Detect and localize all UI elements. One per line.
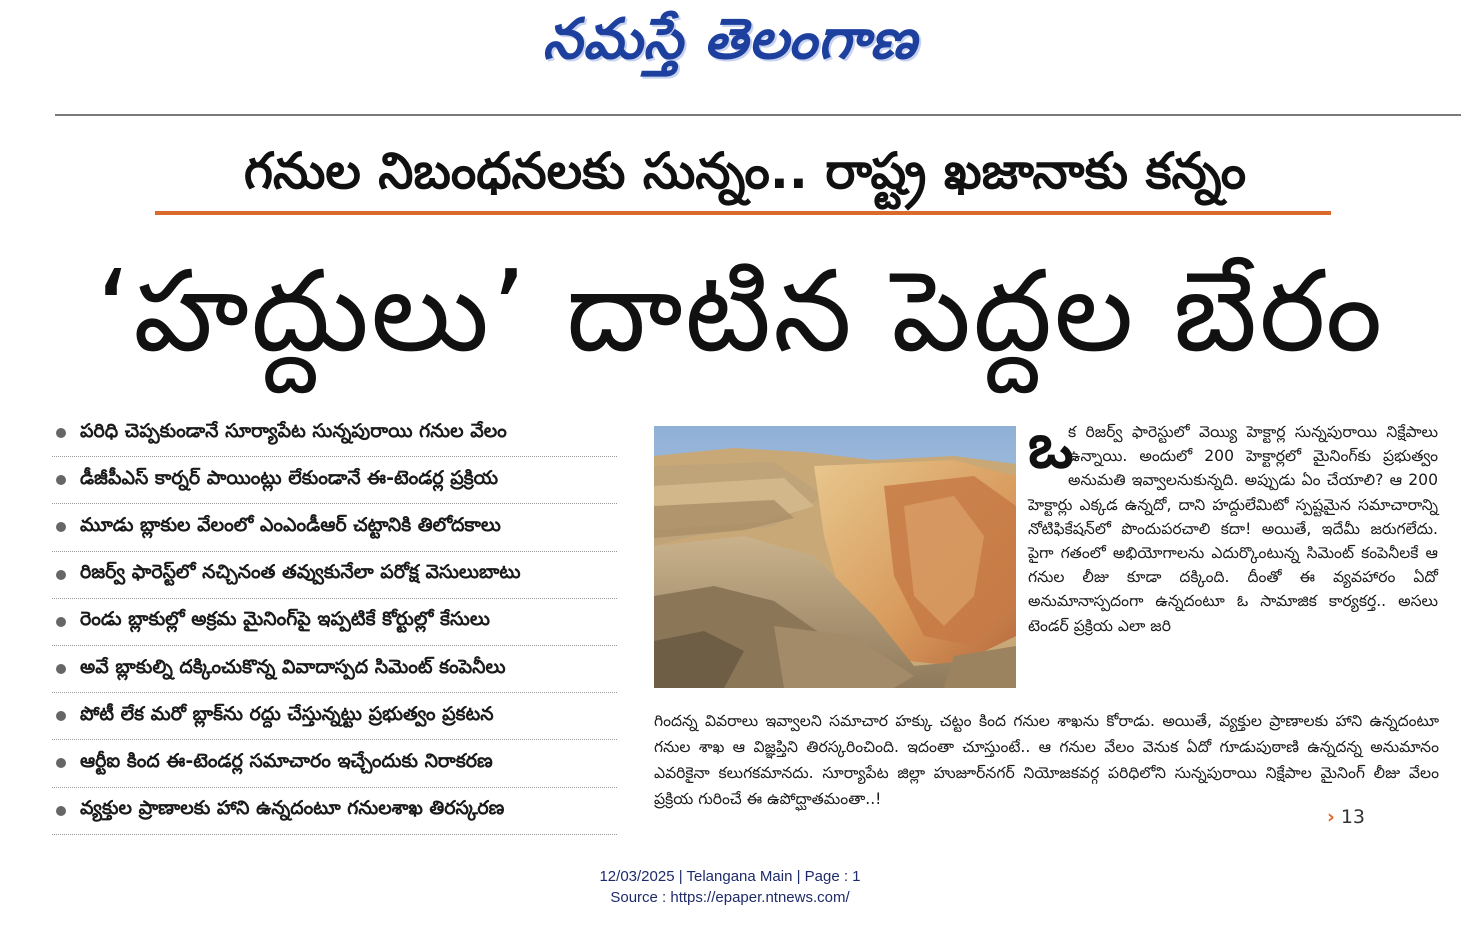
highlights-list: [52, 410, 617, 835]
highlight-item: [52, 457, 617, 504]
highlight-text: డీజీపీఎస్ కార్నర్ పాయింట్లు లేకుండానే ఈ-టెండర్ల ప్రక్రియ: [80, 466, 499, 489]
page-footer: [430, 866, 1030, 908]
jump-page-number: 13: [1340, 806, 1366, 828]
highlight-item: [52, 693, 617, 740]
bullet-icon: [56, 664, 66, 674]
highlight-item: [52, 552, 617, 599]
highlight-text: రెండు బ్లాకుల్లో అక్రమ మైనింగ్‌పై ఇప్పటికే కోర్టుల్లో కేసులు: [80, 608, 490, 631]
highlight-item: [52, 740, 617, 787]
footer-edition-info: 12/03/2025 | Telangana Main | Page : 1: [599, 868, 861, 885]
bullet-icon: [56, 475, 66, 485]
mine-photo: [654, 426, 1016, 688]
masthead-title: నమస్తే తెలంగాణ: [542, 6, 918, 72]
bullet-icon: [56, 711, 66, 721]
bullet-icon: [56, 806, 66, 816]
highlight-item: [52, 410, 617, 457]
bullet-icon: [56, 522, 66, 532]
continued-page-marker[interactable]: [1327, 806, 1365, 828]
highlight-text: మూడు బ్లాకుల వేలంలో ఎంఎండీఆర్ చట్టానికి తిలోదకాలు: [80, 513, 501, 536]
main-headline: ‘హద్దులు’ దాటిన పెద్దల బేరం: [95, 247, 1385, 377]
masthead-logo: [520, 6, 940, 86]
article-body-bottom: [654, 708, 1439, 812]
chevron-right-icon: ›: [1327, 806, 1335, 828]
bullet-icon: [56, 570, 66, 580]
highlight-item: [52, 646, 617, 693]
highlight-item: [52, 788, 617, 835]
kicker-headline: గనుల నిబంధనలకు సున్నం.. రాష్ట్ర ఖజానాకు కన్నం: [243, 142, 1247, 200]
highlight-text: పరిధి చెప్పకుండానే సూర్యాపేట సున్నపురాయి గనుల వేలం: [80, 419, 507, 442]
bullet-icon: [56, 758, 66, 768]
highlight-text: వ్యక్తుల ప్రాణాలకు హాని ఉన్నదంటూ గనులశాఖ తిరస్కరణ: [80, 797, 505, 820]
footer-source-link[interactable]: Source : https://epaper.ntnews.com/: [610, 889, 850, 906]
article-dropcap: ఒ: [1028, 409, 1074, 482]
highlight-text: రిజర్వ్ ఫారెస్ట్‌లో నచ్చినంత తవ్వుకునేలా పరోక్ష వెసులుబాటు: [80, 561, 521, 584]
kicker-underline: [155, 211, 1331, 215]
masthead-divider: [55, 114, 1461, 116]
article-text-top: క రిజర్వ్ ఫారెస్టులో వెయ్యి హెక్టార్ల సున్నపురాయి నిక్షేపాలు ఉన్నాయి. అందులో 200 హెక్టార్లలో మైనింగ్‌కు ప్రభుత్వం అనుమతి ఇవ్వాలనుకున్నది. అప్పుడు ఏం చేయాలి? ఆ 200 హెక్టార్లు ఎక్కడ ఉన్నదో, దాని హద్దులేమిటో స్పష్టమైన సమాచారాన్ని నోటిఫికేషన్‌లో పొందుపరచాలి కదా! అయితే, ఇదేమీ జరుగలేదు. పైగా గతంలో అభియోగాలను ఎదుర్కొంటున్న సిమెంట్ కంపెనీలకే ఆ గనుల లీజు కూడా దక్కింది. దీంతో ఈ వ్యవహారం ఏదో అనుమానాస్పదంగా ఉన్నదంటూ ఓ సామాజిక కార్యకర్త.. అసలు టెండర్ ప్రక్రియ ఎలా జరి: [1028, 423, 1438, 635]
highlight-text: పోటీ లేక మరో బ్లాక్‌ను రద్దు చేస్తున్నట్టు ప్రభుత్వం ప్రకటన: [80, 702, 494, 725]
highlight-text: అవే బ్లాకుల్ని దక్కించుకొన్న వివాదాస్పద సిమెంట్ కంపెనీలు: [80, 655, 506, 678]
bullet-icon: [56, 617, 66, 627]
highlight-item: [52, 504, 617, 551]
highlight-text: ఆర్టీఐ కింద ఈ-టెండర్ల సమాచారం ఇచ్చేందుకు నిరాకరణ: [80, 749, 493, 772]
bullet-icon: [56, 428, 66, 438]
mine-landscape-image: [654, 426, 1016, 688]
article-body-top: [1028, 409, 1438, 638]
article-text-bottom: గిందన్న వివరాలు ఇవ్వాలని సమాచార హక్కు చట్టం కింద గనుల శాఖను కోరాడు. అయితే, వ్యక్తుల ప్రాణాలకు హాని ఉన్నదంటూ గనుల శాఖ ఆ విజ్ఞప్తిని తిరస్కరించింది. ఇదంతా చూస్తుంటే.. ఆ గనుల వేలం వెనుక ఏదో గూడుపుఠాణి ఉన్నదన్న అనుమానం ఎవరికైనా కలుగకమానదు. సూర్యాపేట జిల్లా హుజూర్‌నగర్ నియోజకవర్గ పరిధిలోని సున్నపురాయి నిక్షేపాల మైనింగ్ లీజు వేలం ప్రక్రియ గురించే ఈ ఉపోద్ఘాతమంతా..!: [654, 712, 1439, 808]
highlight-item: [52, 599, 617, 646]
